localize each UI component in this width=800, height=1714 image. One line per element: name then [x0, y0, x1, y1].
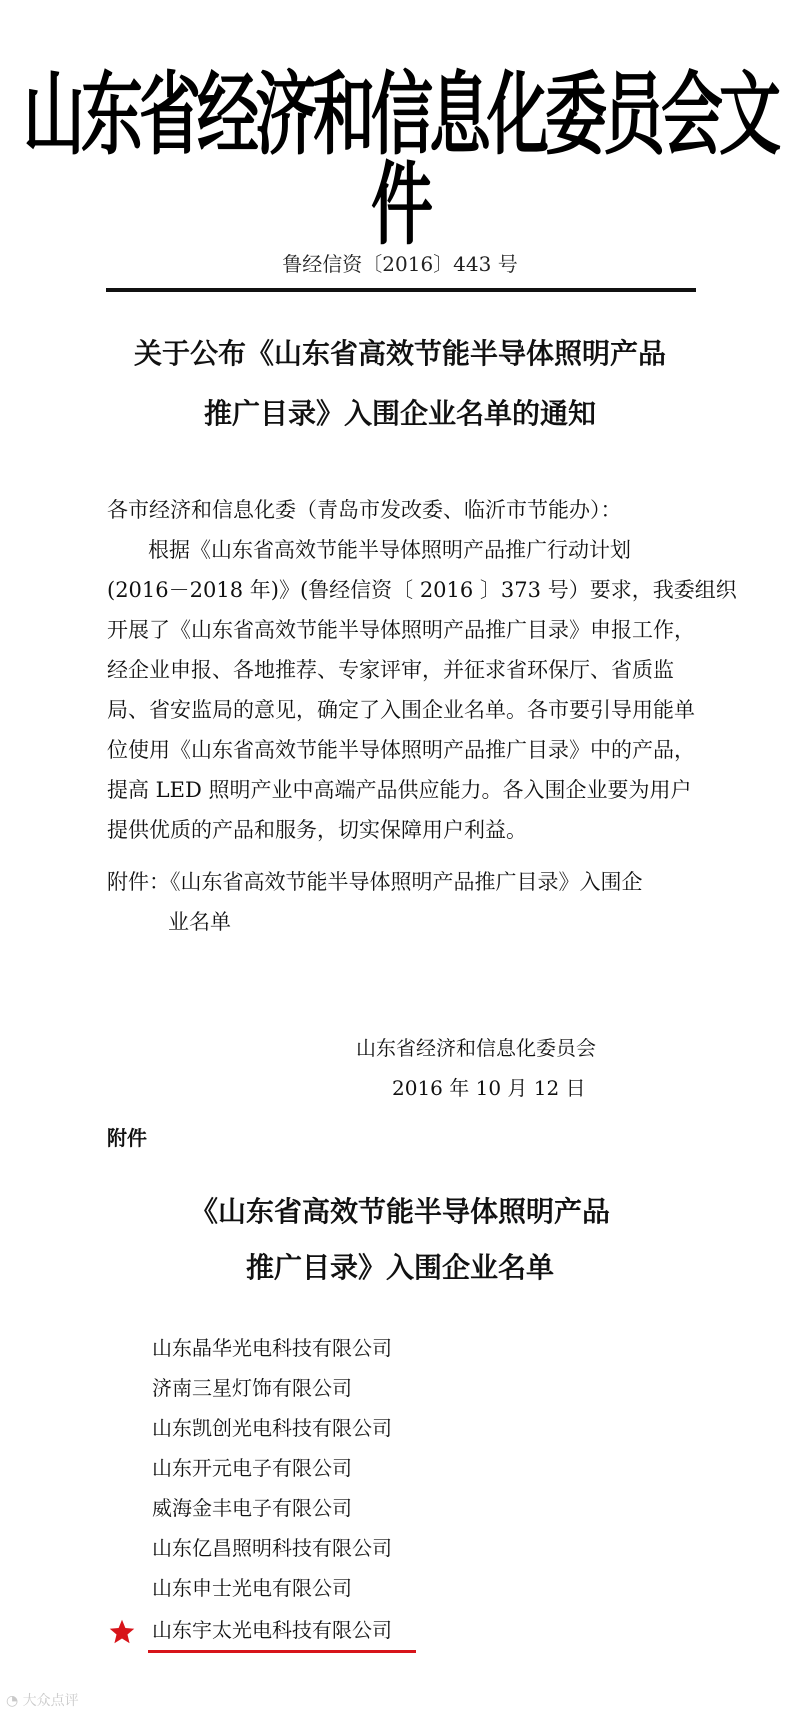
body-line: 提高 LED 照明产业中高端产品供应能力。各入围企业要为用户 [107, 778, 692, 802]
signature-date: 2016 年 10 月 12 日 [392, 1076, 586, 1100]
company-list-item: 山东晶华光电科技有限公司 [152, 1336, 392, 1360]
attachment-heading: 附件 [107, 1126, 147, 1150]
list-title-line-1: 《山东省高效节能半导体照明产品 [189, 1195, 610, 1228]
star-icon [108, 1618, 136, 1646]
body-line: 根据《山东省高效节能半导体照明产品推广行动计划 [148, 538, 631, 562]
company-list-item: 山东开元电子有限公司 [152, 1456, 352, 1480]
watermark-icon: ◔ [6, 1693, 23, 1709]
notice-title-line-2: 推广目录》入围企业名单的通知 [203, 397, 596, 430]
attachment-note-line-1: 附件：《山东省高效节能半导体照明产品推广目录》入围企 [107, 870, 643, 894]
body-line: (2016－2018 年)》(鲁经信资〔 2016 〕373 号）要求，我委组织 [107, 578, 737, 602]
body-line: 局、省安监局的意见，确定了入围企业名单。各市要引导用能单 [107, 698, 695, 722]
company-list-item: 威海金丰电子有限公司 [152, 1496, 352, 1520]
signature-organization: 山东省经济和信息化委员会 [356, 1036, 596, 1060]
document-number: 鲁经信资〔2016〕443 号 [282, 252, 518, 276]
watermark [6, 1690, 79, 1710]
body-line: 经企业申报、各地推荐、专家评审，并征求省环保厅、省质监 [107, 658, 674, 682]
highlight-underline [148, 1650, 416, 1653]
company-list-item-highlighted: 山东宇太光电科技有限公司 [152, 1618, 392, 1642]
company-list-item: 济南三星灯饰有限公司 [152, 1376, 352, 1400]
notice-title-line-1: 关于公布《山东省高效节能半导体照明产品 [133, 337, 666, 370]
header-divider [106, 288, 696, 292]
attachment-note-line-2: 业名单 [168, 910, 231, 934]
body-line: 提供优质的产品和服务，切实保障用户利益。 [107, 818, 527, 842]
company-list-item: 山东亿昌照明科技有限公司 [152, 1536, 392, 1560]
company-list-item: 山东凯创光电科技有限公司 [152, 1416, 392, 1440]
body-line: 位使用《山东省高效节能半导体照明产品推广目录》中的产品， [107, 738, 695, 762]
watermark-text: 大众点评 [22, 1693, 79, 1709]
document-header-title: 山东省经济和信息化委员会文件 [22, 61, 777, 258]
salutation: 各市经济和信息化委（青岛市发改委、临沂市节能办）： [107, 498, 622, 522]
company-list-item: 山东申士光电有限公司 [152, 1576, 352, 1600]
body-line: 开展了《山东省高效节能半导体照明产品推广目录》申报工作， [107, 618, 695, 642]
list-title-line-2: 推广目录》入围企业名单 [245, 1251, 554, 1284]
